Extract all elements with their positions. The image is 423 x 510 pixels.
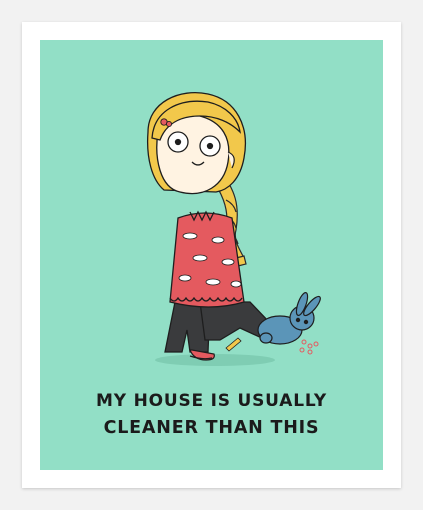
pencil [226,338,241,351]
scattered-beads [300,340,318,354]
poster-caption [40,388,383,442]
caption-line-1: MY HOUSE IS USUALLY [96,391,327,411]
poster-panel [40,40,383,470]
girl-illustration [40,40,383,370]
caption-line-2: CLEANER THAN THIS [103,418,320,438]
ground-shadow [155,354,275,366]
head [148,93,246,194]
sweater [170,212,244,307]
pants [165,302,272,352]
bunny-toy [258,291,323,344]
